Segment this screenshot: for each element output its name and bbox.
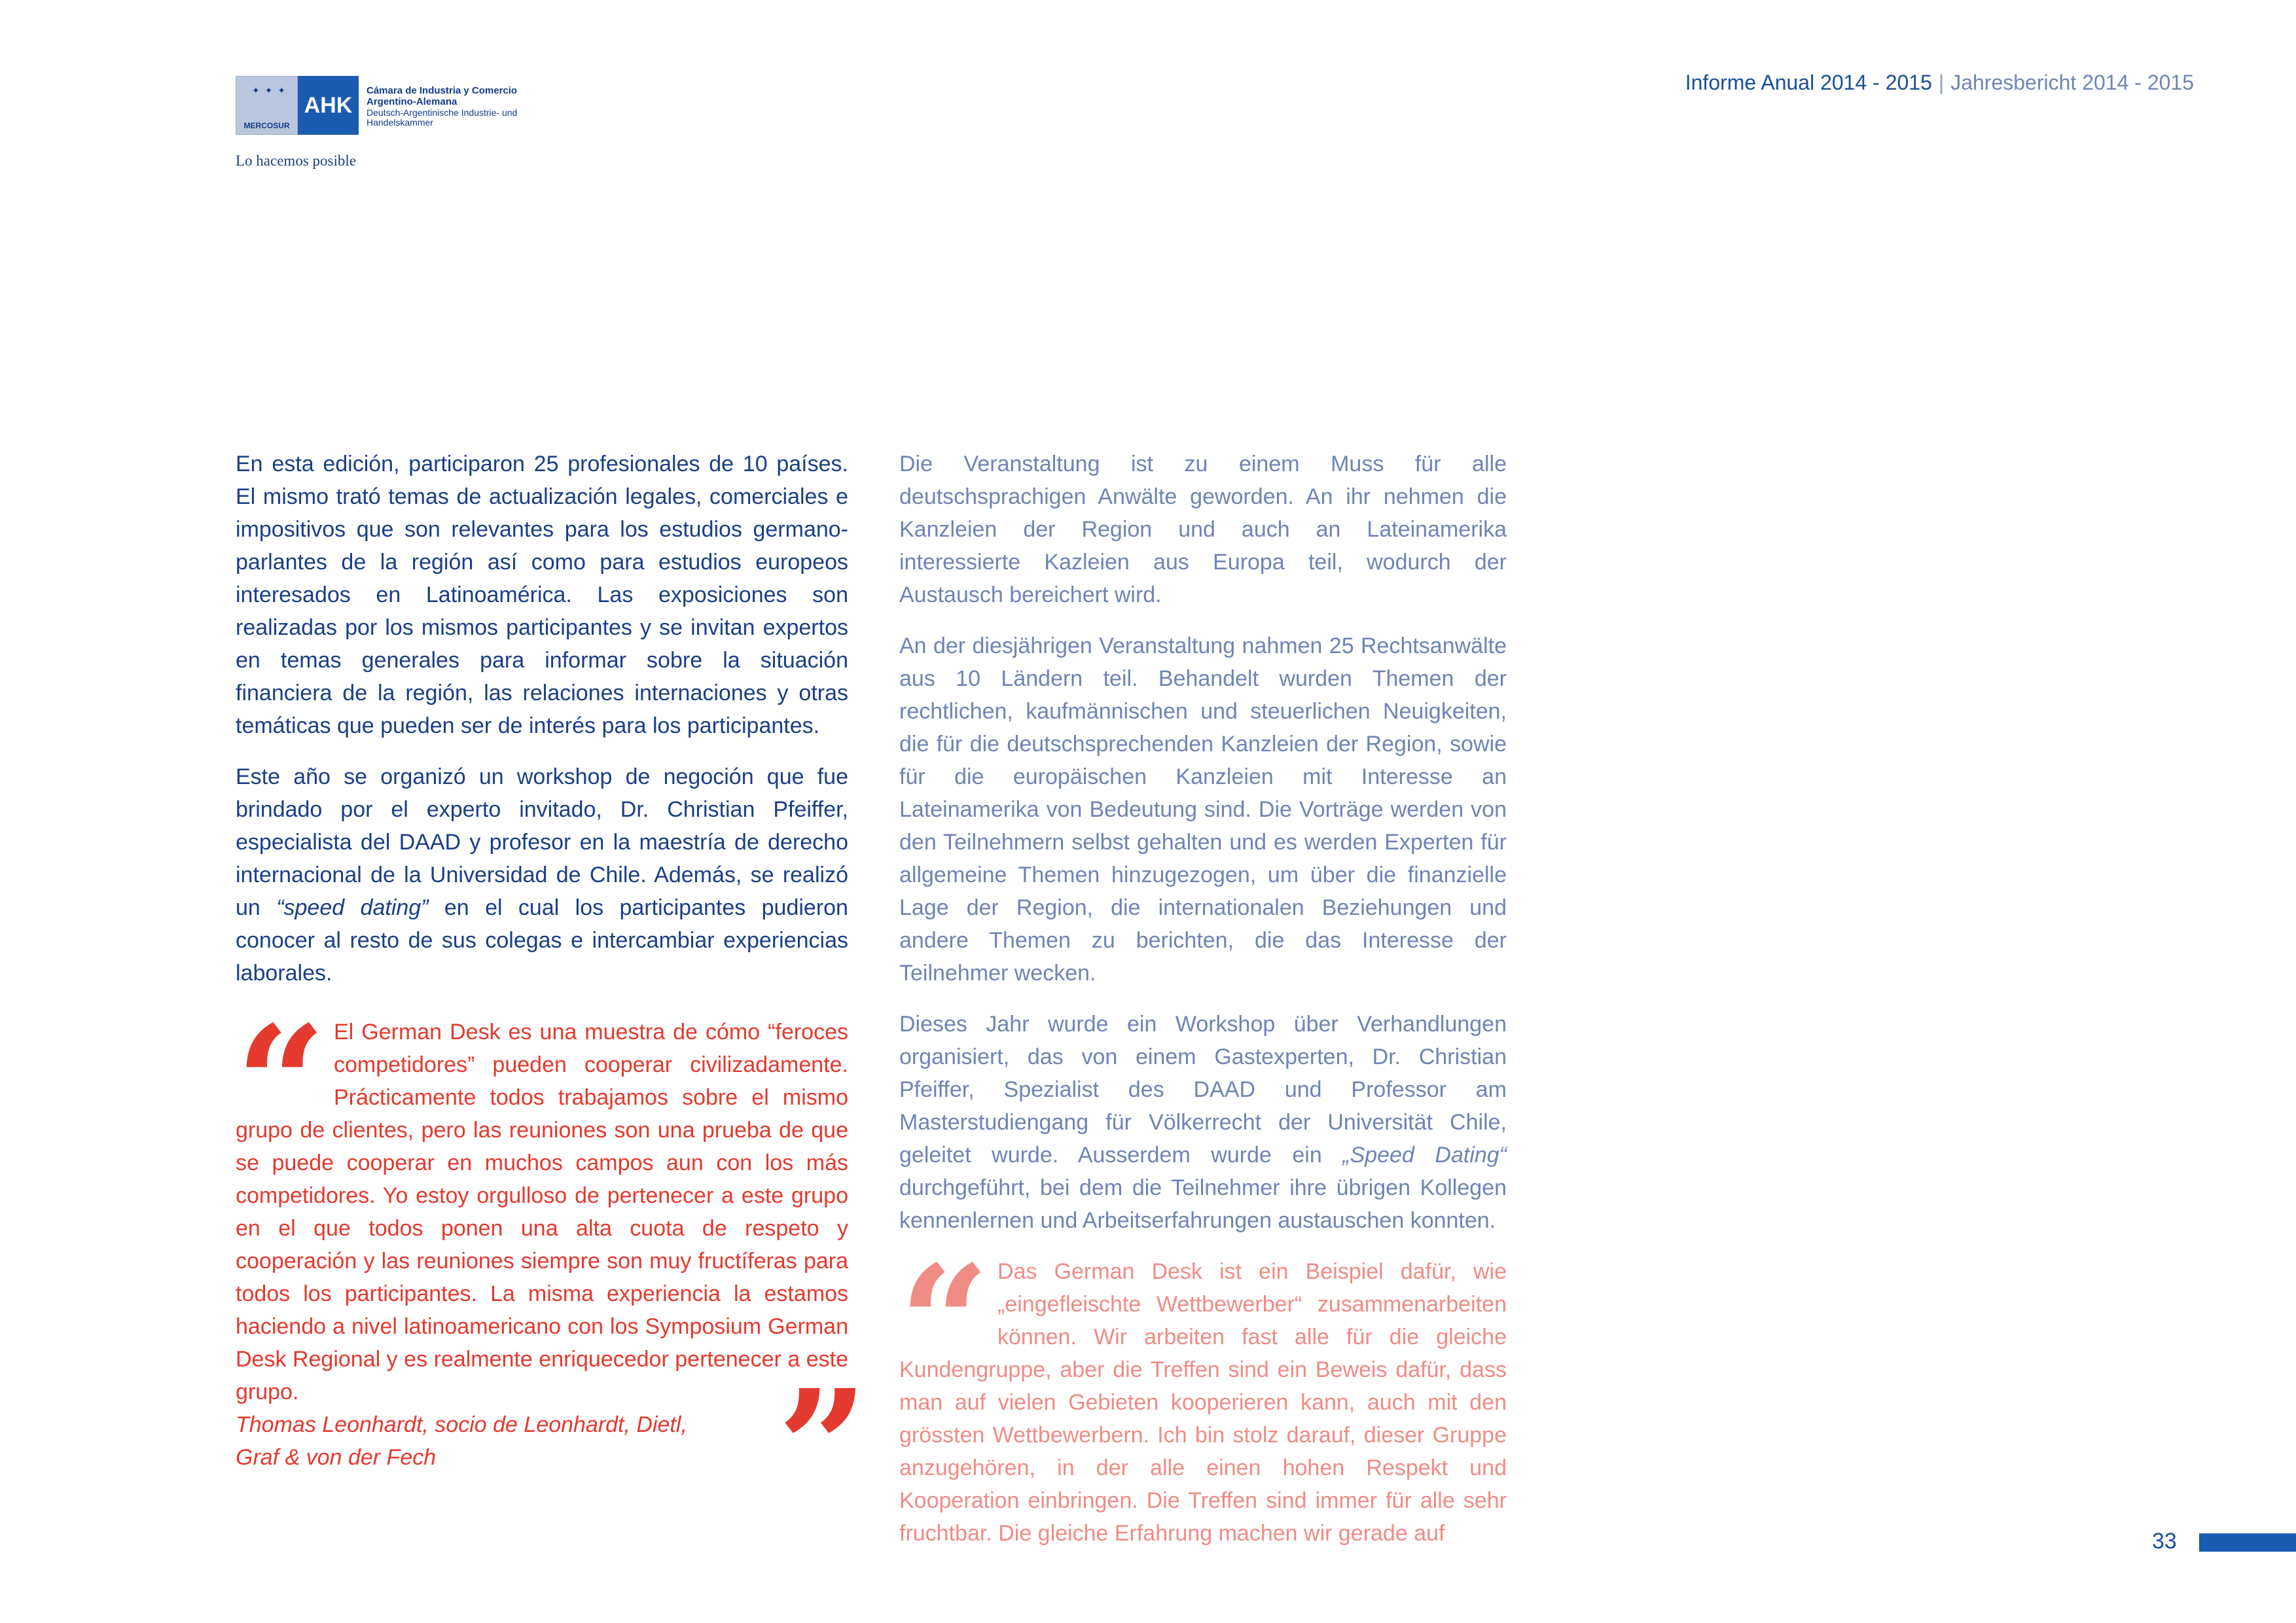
close-quote-icon: ” — [777, 1355, 848, 1540]
title-separator: | — [1938, 71, 1945, 94]
page-accent-bar — [2199, 1533, 2296, 1552]
paragraph-es-2-start: Este año se organizó un workshop de negoción que fue brindado por el experto invitado, Dr. Christian Pfeiffer, especialista del DAAD y profesor en la maestría de derecho internacional de la Universidad de Chile. Además, se realizó un — [236, 764, 848, 920]
testimonial-quote-es — [236, 991, 848, 1540]
mercosur-label: MERCOSUR — [243, 121, 290, 130]
chamber-name-es: Cámara de Industria y Comercio Argentino-Alemana — [367, 85, 518, 107]
paragraph-es-2 — [236, 760, 848, 990]
ahk-logo: AHK — [298, 76, 359, 135]
paragraph-de-1: Die Veranstaltung ist zu einem Muss für alle deutschsprachigen Anwälte geworden. An ihr nehmen die Kanzleien der Region und auch an Lateinamerika interessierte Kazleien aus Europa teil, wodurch der Austausch bereichert wird. — [899, 452, 1507, 607]
paragraph-de-3 — [899, 1008, 1507, 1237]
quote-author: Thomas Leonhardt, socio de Leonhardt, Dietl, Graf & von der Fech — [236, 1412, 687, 1470]
open-quote-icon: “ — [899, 1231, 971, 1416]
paragraph-es-1: En esta edición, participaron 25 profesionales de 10 países. El mismo trató temas de actualización legales, comerciales e impositivos que son relevantes para los estudios germano-parlantes de la región así como para estudios europeos interesados en Latinoamérica. Las exposiciones son realizadas por los mismos participantes y se invitan expertos en temas generales para informar sobre la situación financiera de la región, las relaciones internaciones y otras temáticas que pueden ser de interés para los participantes. — [236, 452, 848, 738]
quote-text-de: Das German Desk ist ein Beispiel dafür, wie „eingefleischte Wettbewerber“ zusammenarbeiten können. Wir arbeiten fast alle für die gleiche Kundengruppe, aber die Treffen sind ein Beweis dafür, dass man auf vielen Gebieten kooperieren kann, auch mit den grössten Wettbewerbern. Ich bin stolz darauf, dieser Gruppe anzugehören, in der alle einen hohen Respekt und Kooperation einbringen. Die Treffen sind immer für alle sehr fruchtbar. Die gleiche Erfahrung machen wir gerade auf — [899, 1259, 1507, 1546]
organization-logo — [236, 76, 537, 136]
german-column — [899, 448, 1507, 1550]
report-title — [1685, 71, 2194, 95]
quote-text-es: El German Desk es una muestra de cómo “feroces competidores” pueden cooperar civilizadamente. Prácticamente todos trabajamos sobre el mismo grupo de clientes, pero las reuniones son una prueba de que se puede cooperar en muchos campos aun con los más competidores. Yo estoy orgulloso de pertenecer a este grupo en el que todos ponen una alta cuota de respeto y cooperación y las reuniones siempre son muy fructíferas para todos los participantes. La misma experiencia la estamos haciendo a nivel latinoamericano con los Symposium German Desk Regional y es realmente enriquecedor pertenecer a este grupo. — [236, 1020, 848, 1404]
mercosur-logo — [236, 76, 298, 135]
spanish-column — [236, 448, 848, 1540]
open-quote-icon: “ — [236, 991, 307, 1176]
stars-icon: ✦ ✦ ✦ — [252, 85, 287, 96]
paragraph-de-2: An der diesjährigen Veranstaltung nahmen 25 Rechtsanwälte aus 10 Ländern teil. Behandelt wurden Themen der rechtlichen, kaufmännischen und steuerlichen Neuigkeiten, die für die deutschsprechenden Kanzleien der Region, sowie für die europäischen Kanzleien mit Interesse an Lateinamerika von Bedeutung sind. Die Vorträge werden von den Teilnehmern selbst gehalten und es werden Experten für allgemeine Themen hinzugezogen, um über die finanzielle Lage der Region, die internationalen Beziehungen und andere Themen zu berichten, die das Interesse der Teilnehmer wecken. — [899, 633, 1507, 986]
paragraph-de-3-start: Dieses Jahr wurde ein Workshop über Verhandlungen organisiert, das von einem Gastexperten, Dr. Christian Pfeiffer, Spezialist des DAAD und Professor am Masterstudiengang für Völkerrecht der Universität Chile, geleitet wurde. Ausserdem wurde ein — [899, 1012, 1507, 1168]
report-title-de: Jahresbericht 2014 - 2015 — [1950, 71, 2194, 94]
chamber-name-de: Deutsch-Argentinische Industrie- und Handelskammer — [367, 107, 518, 128]
paragraph-de-3-end: durchgeführt, bei dem die Teilnehmer ihre übrigen Kollegen kennenlernen und Arbeitserfahrungen austauschen konnten. — [899, 1175, 1507, 1233]
paragraph-es-2-end: en el cual los participantes pudieron conocer al resto de sus colegas e intercambiar experiencias laborales. — [236, 895, 848, 986]
logo-text — [359, 76, 537, 136]
speed-dating-es: “speed dating” — [276, 895, 429, 920]
tagline: Lo hacemos posible — [236, 152, 356, 169]
page-number: 33 — [2152, 1529, 2177, 1554]
testimonial-quote-de — [899, 1231, 1507, 1550]
speed-dating-de: „Speed Dating“ — [1342, 1143, 1507, 1168]
report-title-es: Informe Anual 2014 - 2015 — [1685, 71, 1932, 94]
